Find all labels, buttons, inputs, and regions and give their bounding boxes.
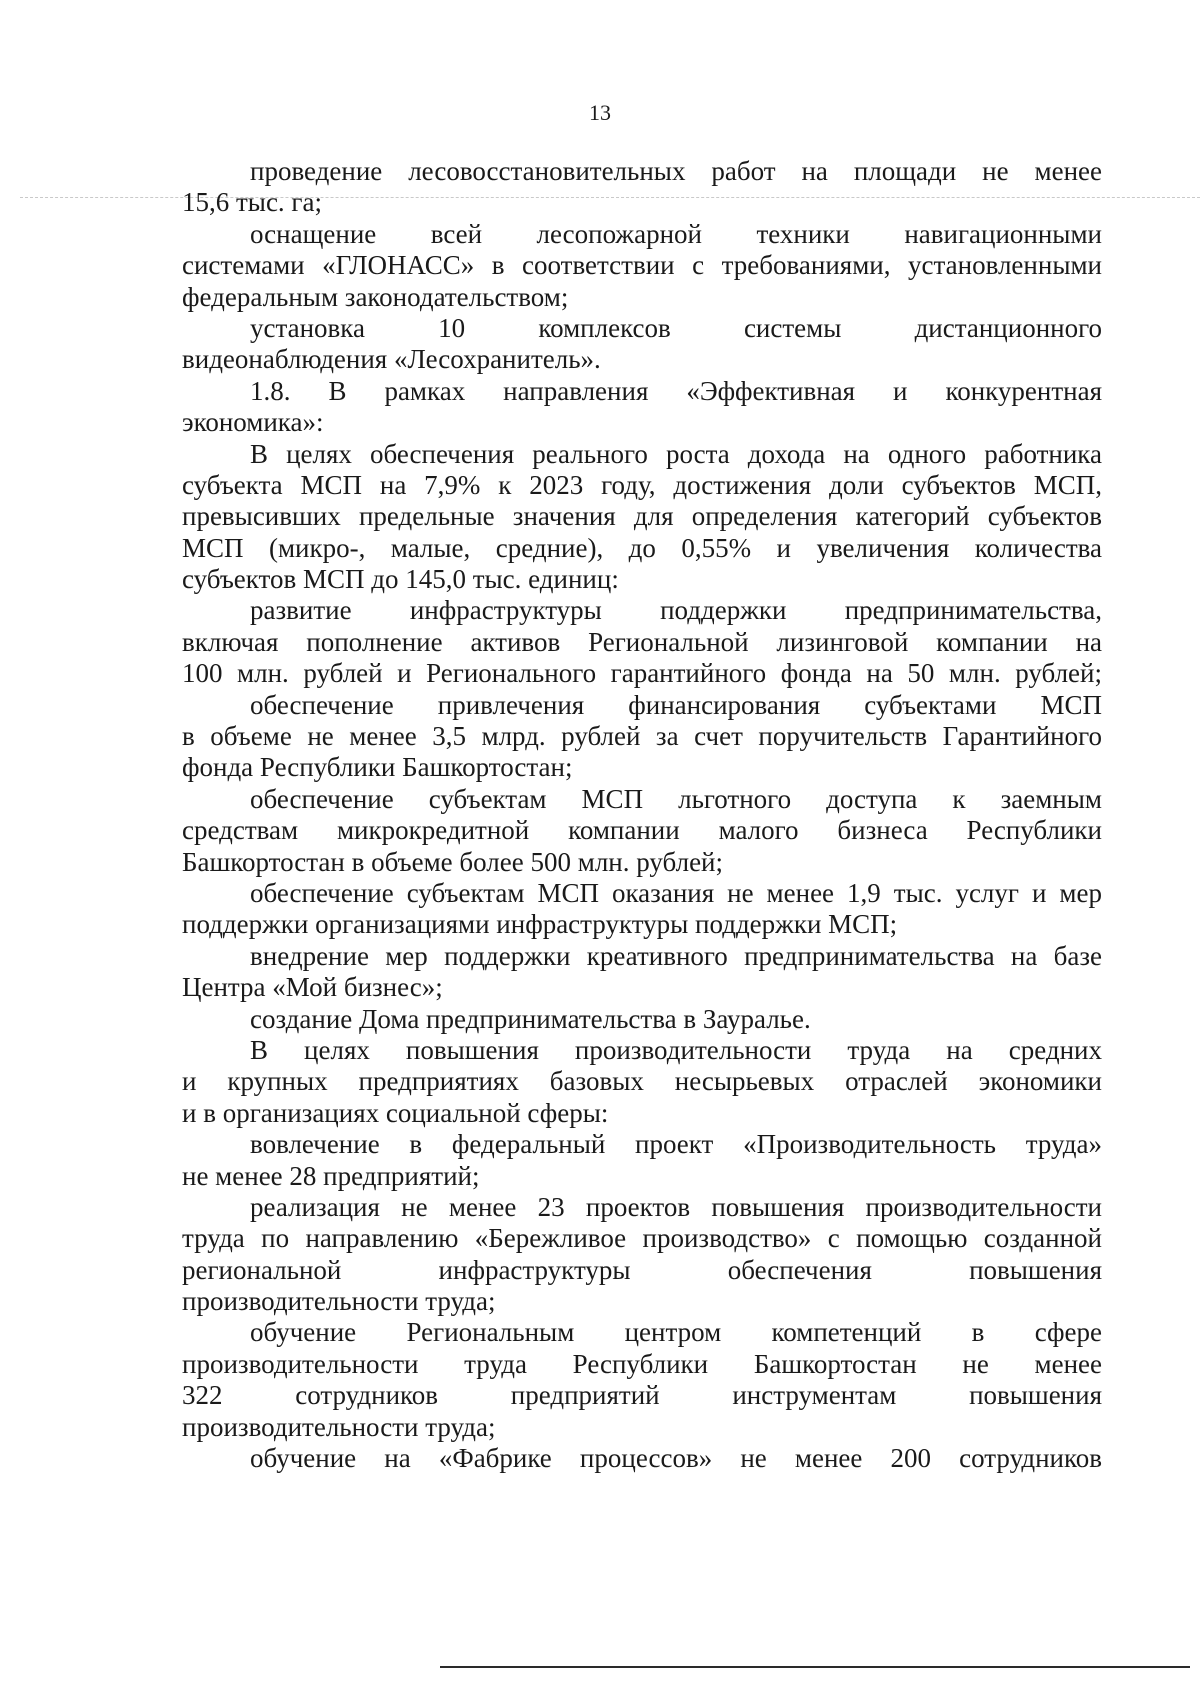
text-line: региональной инфраструктуры обеспечения повышения bbox=[182, 1254, 1102, 1285]
text-line: субъектов МСП до 145,0 тыс. единиц: bbox=[182, 564, 619, 595]
text-line: внедрение мер поддержки креативного предпринимательства на базе bbox=[250, 940, 1102, 971]
text-line: обучение Региональным центром компетенций в сфере bbox=[250, 1317, 1102, 1348]
text-line: обеспечение субъектам МСП оказания не менее 1,9 тыс. услуг и мер bbox=[250, 877, 1102, 908]
text-line: видеонаблюдения «Лесохранитель». bbox=[182, 344, 601, 375]
text-line: производительности труда Республики Башкортостан не менее bbox=[182, 1348, 1102, 1379]
text-line: труда по направлению «Бережливое производство» с помощью созданной bbox=[182, 1223, 1102, 1254]
text-line: производительности труда; bbox=[182, 1286, 496, 1317]
text-line: оснащение всей лесопожарной техники навигационными bbox=[250, 218, 1102, 249]
text-line: включая пополнение активов Региональной лизинговой компании на bbox=[182, 626, 1102, 657]
text-line: федеральным законодательством; bbox=[182, 281, 569, 312]
text-line: развитие инфраструктуры поддержки предпринимательства, bbox=[250, 595, 1102, 626]
text-line: В целях повышения производительности труда на средних bbox=[250, 1034, 1102, 1065]
document-body bbox=[182, 156, 1102, 1474]
text-line: Башкортостан в объеме более 500 млн. рублей; bbox=[182, 846, 724, 877]
text-line: 15,6 тыс. га; bbox=[182, 187, 322, 218]
text-line: проведение лесовосстановительных работ на площади не менее bbox=[250, 156, 1102, 186]
text-line: поддержки организациями инфраструктуры поддержки МСП; bbox=[182, 909, 898, 940]
text-line: субъекта МСП на 7,9% к 2023 году, достижения доли субъектов МСП, bbox=[182, 469, 1102, 500]
text-line: и в организациях социальной сферы: bbox=[182, 1097, 609, 1128]
text-line: превысивших предельные значения для определения категорий субъектов bbox=[182, 501, 1102, 532]
text-line: создание Дома предпринимательства в Зауралье. bbox=[250, 1003, 811, 1034]
text-line: обеспечение субъектам МСП льготного доступа к заемным bbox=[250, 783, 1102, 814]
text-line: В целях обеспечения реального роста дохода на одного работника bbox=[250, 438, 1102, 469]
text-line: производительности труда; bbox=[182, 1411, 496, 1442]
text-line: не менее 28 предприятий; bbox=[182, 1160, 480, 1191]
text-line: средствам микрокредитной компании малого бизнеса Республики bbox=[182, 815, 1102, 846]
text-line: в объеме не менее 3,5 млрд. рублей за счет поручительств Гарантийного bbox=[182, 721, 1102, 752]
text-line: экономика»: bbox=[182, 407, 324, 438]
text-line: МСП (микро-, малые, средние), до 0,55% и увеличения количества bbox=[182, 532, 1102, 563]
text-line: реализация не менее 23 проектов повышения производительности bbox=[250, 1191, 1102, 1222]
text-line: установка 10 комплексов системы дистанционного bbox=[250, 312, 1102, 343]
footer-rule bbox=[440, 1666, 1190, 1668]
text-line: вовлечение в федеральный проект «Производительность труда» bbox=[250, 1129, 1102, 1160]
text-line: Центра «Мой бизнес»; bbox=[182, 972, 443, 1003]
text-line: фонда Республики Башкортостан; bbox=[182, 752, 573, 783]
text-line: системами «ГЛОНАСС» в соответствии с требованиями, установленными bbox=[182, 250, 1102, 281]
text-line: 100 млн. рублей и Регионального гарантийного фонда на 50 млн. рублей; bbox=[182, 658, 1102, 689]
page-number: 13 bbox=[589, 100, 611, 125]
text-line: и крупных предприятиях базовых несырьевых отраслей экономики bbox=[182, 1066, 1102, 1097]
text-line: 322 сотрудников предприятий инструментам повышения bbox=[182, 1380, 1102, 1411]
text-line: обучение на «Фабрике процессов» не менее 200 сотрудников bbox=[250, 1443, 1102, 1474]
text-line: 1.8. В рамках направления «Эффективная и конкурентная bbox=[250, 375, 1102, 406]
text-line: обеспечение привлечения финансирования субъектами МСП bbox=[250, 689, 1102, 720]
